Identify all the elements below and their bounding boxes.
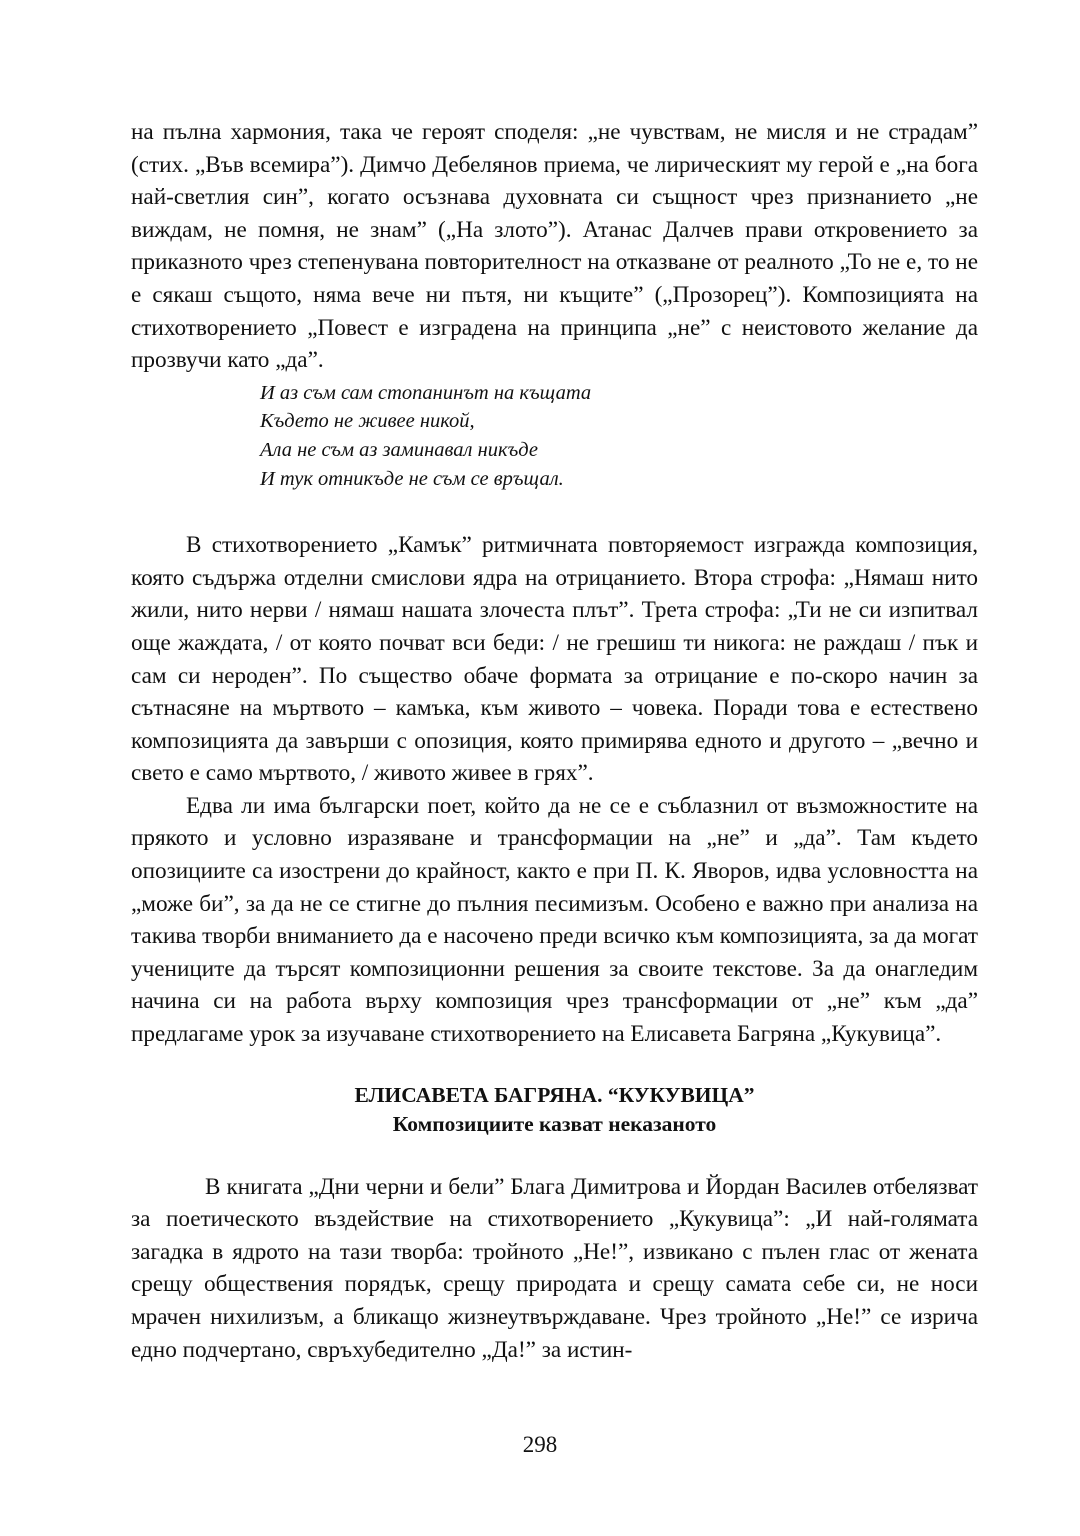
section-heading [131, 1081, 978, 1139]
paragraph-4: В книгата „Дни черни и бели” Блага Димитрова и Йордан Василев отбелязват за поетическото въздействие на стихотворението „Кукувица”: „И най-голямата загадка в ядрото на тази творба: тройното „Не!”, извикано с пълен глас от жената срещу обществения порядък, срещу природата и срещу самата себе си, не носи мрачен нихилизъм, а бликащо жизнеутвърждаване. Чрез тройното „Не!” се изрича едно подчертано, свръхубедително „Да!” за истин- [131, 1173, 978, 1363]
paragraph-3: Едва ли има български поет, който да не се е съблазнил от възможностите на прякото и условно изразяване и трансформации на „не” и „да”. Там където опозициите са изострени до крайност, както е при П. К. Яворов, идва условността на „може би”, за да не се стигне до пълния песимизъм. Особено е важно при анализа на такива творби вниманието да е насочено преди всичко към композицията, за да могат учениците да търсят композиционни решения за своите текстове. За да онагледим начина си на работа върху композиция чрез трансформации от „не” към „да” предлагаме урок за изучаване стихотворението на Елисавета Багряна „Кукувица”. [131, 792, 978, 1048]
paragraph-1: на пълна хармония, така че героят споделя: „не чувствам, не мисля и не страдам” (стих. „Във всемира”). Димчо Дебелянов приема, че лирическият му герой е „на бога най-светлия син”, когато осъзнава духовната си същност чрез признанието „не виждам, не помня, не знам” („На злото”). Атанас Далчев прави откровението за приказното чрез степенувана повторителност на отказване от реалното „То не е, то не е сякаш същото, няма вече ни пътя, ни къщите” („Прозорец”). Композицията на стихотворението „Повест е изградена на принципа „не” с неистовото желание да прозвучи като „да”. [131, 119, 978, 374]
section-subtitle: Композициите казват неказаното [392, 1111, 717, 1136]
body-text [131, 116, 978, 1366]
poem-line-3: Ала не съм аз заминавал никъде [260, 438, 538, 461]
page-number: 298 [522, 1432, 558, 1457]
poem-quote [260, 379, 978, 493]
paragraph-2: В стихотворението „Камък” ритмичната повторяемост изгражда композиция, която съдържа отделни смислови ядра на отрицанието. Втора строфа: „Нямаш нито жили, нито нерви / нямаш нашата злочеста плът”. Трета строфа: „Ти не си изпитвал още жаждата, / от която почват вси беди: / не грешиш ти никога: не раждаш / пък и сам си нероден”. По същество обаче формата за отрицание е по-скоро начин за сътнасяне на мъртвото – камъка, към живото – човека. Поради това е естествено композицията да завърши с опозиция, която примирява едното и другото – „вечно и свето е само мъртвото, / живото живее в грях”. [131, 532, 978, 787]
section-title: ЕЛИСАВЕТА БАГРЯНА. “КУКУВИЦА” [354, 1082, 755, 1107]
poem-line-2: Където не живее никой, [260, 410, 475, 433]
poem-line-1: И аз съм сам стопанинът на къщата [260, 381, 592, 404]
poem-line-4: И тук отникъде не съм се връщал. [260, 467, 564, 490]
